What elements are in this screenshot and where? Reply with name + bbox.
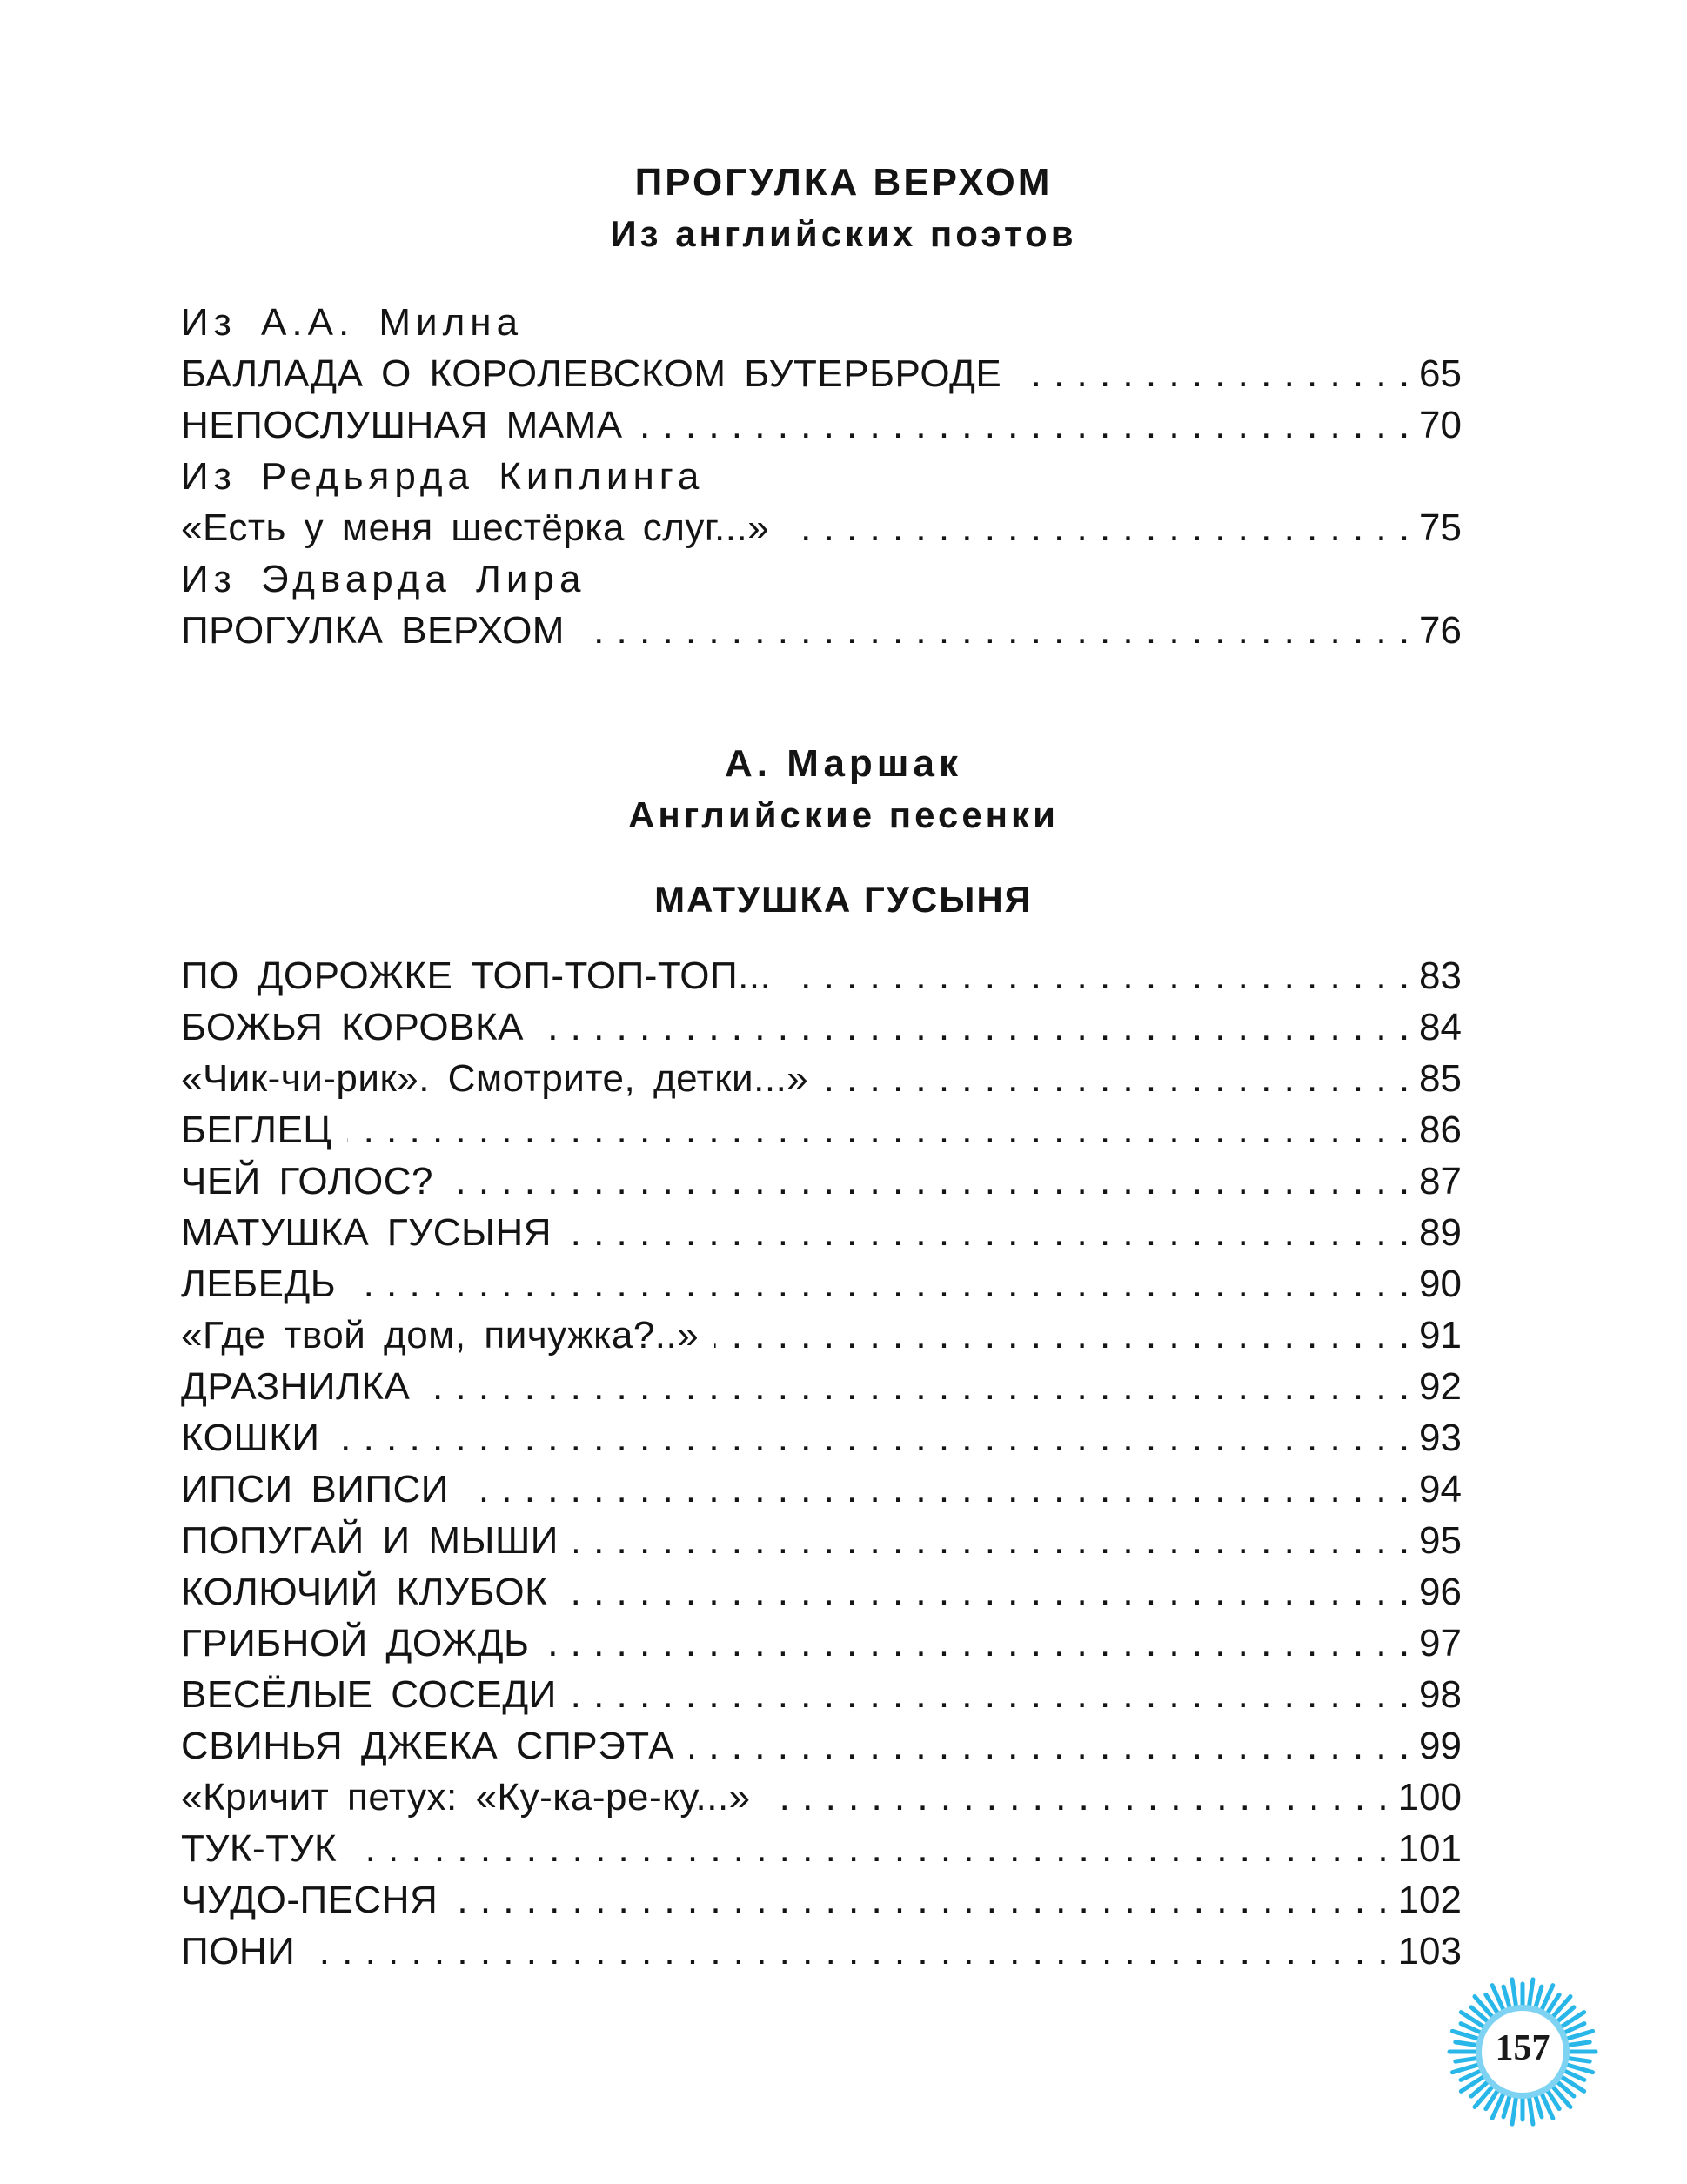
entry-page: 90 xyxy=(1419,1263,1462,1305)
entry-page: 87 xyxy=(1419,1160,1462,1203)
dot-leader xyxy=(347,1105,1410,1156)
entry-title: БАЛЛАДА О КОРОЛЕВСКОМ БУТЕРБРОДЕ xyxy=(181,352,1002,395)
entry-title: ЛЕБЕДЬ xyxy=(181,1263,337,1305)
entry-title: БЕГЛЕЦ xyxy=(181,1109,332,1151)
entry-page: 84 xyxy=(1419,1006,1462,1048)
dot-leader xyxy=(574,1516,1410,1566)
toc-entry[interactable] xyxy=(181,1310,1462,1361)
entry-page: 76 xyxy=(1419,609,1462,652)
entry-page: 97 xyxy=(1419,1622,1462,1665)
entry-page: 96 xyxy=(1419,1571,1462,1613)
entry-title: ПРОГУЛКА ВЕРХОМ xyxy=(181,609,565,652)
badge-ray xyxy=(1536,1986,1542,2008)
dot-leader xyxy=(563,1567,1410,1618)
toc-entry[interactable] xyxy=(181,400,1462,451)
entry-title: ПОПУГАЙ И МЫШИ xyxy=(181,1519,559,1562)
dot-leader xyxy=(787,951,1410,1002)
entry-page: 89 xyxy=(1419,1211,1462,1254)
toc-entry[interactable] xyxy=(181,1670,1462,1720)
entry-page: 94 xyxy=(1419,1468,1462,1511)
toc-entry[interactable] xyxy=(181,1259,1462,1310)
badge-ray xyxy=(1503,2095,1510,2117)
entry-title: МАТУШКА ГУСЫНЯ xyxy=(181,1211,552,1254)
dot-leader xyxy=(785,503,1410,553)
entry-title: КОЛЮЧИЙ КЛУБОК xyxy=(181,1571,548,1613)
author-name: Из А.А. Милна xyxy=(181,301,524,344)
toc-entry[interactable] xyxy=(181,1105,1462,1156)
toc-entry[interactable] xyxy=(181,1002,1462,1053)
dot-leader xyxy=(453,1875,1389,1926)
entry-title: ГРИБНОЙ ДОЖДЬ xyxy=(181,1622,530,1665)
dot-leader xyxy=(311,1926,1389,1977)
badge-ray xyxy=(1512,2096,1516,2124)
entry-page: 95 xyxy=(1419,1519,1462,1562)
entry-title: «Кричит петух: «Ку-ка-ре-ку...» xyxy=(181,1776,751,1819)
dot-leader xyxy=(1017,349,1410,399)
toc-author-line xyxy=(181,452,1462,502)
entry-title: ДРАЗНИЛКА xyxy=(181,1365,411,1408)
entry-title: ВЕСЁЛЫЕ СОСЕДИ xyxy=(181,1673,557,1716)
dot-leader xyxy=(580,606,1410,656)
section-subtitle: Английские песенки xyxy=(628,794,1059,835)
entry-page: 103 xyxy=(1397,1930,1462,1973)
badge-ray xyxy=(1529,1980,1533,2007)
entry-page: 85 xyxy=(1419,1057,1462,1100)
dot-leader xyxy=(545,1618,1410,1669)
entry-title: ЧУДО-ПЕСНЯ xyxy=(181,1879,438,1921)
toc-author-line xyxy=(181,554,1462,605)
entry-page: 65 xyxy=(1419,352,1462,395)
toc-entry[interactable] xyxy=(181,1567,1462,1618)
dot-leader xyxy=(539,1002,1410,1053)
entry-title: НЕПОСЛУШНАЯ МАМА xyxy=(181,404,623,446)
toc-entry[interactable] xyxy=(181,1054,1462,1104)
dot-leader xyxy=(449,1156,1410,1207)
badge-ray xyxy=(1529,2096,1533,2124)
entry-title: ПО ДОРОЖКЕ ТОП-ТОП-ТОП... xyxy=(181,955,772,997)
subsection-title: МАТУШКА ГУСЫНЯ xyxy=(654,879,1033,920)
author-name: Из Редьярда Киплинга xyxy=(181,455,705,498)
entry-page: 91 xyxy=(1419,1314,1462,1357)
toc-entry[interactable] xyxy=(181,1772,1462,1823)
entry-page: 101 xyxy=(1397,1827,1462,1870)
dot-leader xyxy=(639,400,1410,451)
entry-page: 93 xyxy=(1419,1417,1462,1459)
entry-title: СВИНЬЯ ДЖЕКА СПРЭТА xyxy=(181,1725,675,1767)
entry-title: «Чик-чи-рик». Смотрите, детки...» xyxy=(181,1057,809,1100)
toc-entry[interactable] xyxy=(181,503,1462,553)
entry-page: 102 xyxy=(1397,1879,1462,1921)
toc-entry[interactable] xyxy=(181,1464,1462,1515)
toc-entry[interactable] xyxy=(181,1362,1462,1412)
toc-entry[interactable] xyxy=(181,349,1462,399)
dot-leader xyxy=(352,1824,1389,1874)
dot-leader xyxy=(335,1413,1410,1464)
toc-entry[interactable] xyxy=(181,1156,1462,1207)
toc-author-line xyxy=(181,298,1462,348)
entry-page: 92 xyxy=(1419,1365,1462,1408)
page-number: 157 xyxy=(1495,2028,1550,2068)
entry-page: 99 xyxy=(1419,1725,1462,1767)
entry-page: 98 xyxy=(1419,1673,1462,1716)
toc-entry[interactable] xyxy=(181,1413,1462,1464)
entry-title: ЧЕЙ ГОЛОС? xyxy=(181,1160,433,1203)
toc-entry[interactable] xyxy=(181,1721,1462,1772)
toc-entry[interactable] xyxy=(181,606,1462,656)
toc-entry[interactable] xyxy=(181,1875,1462,1926)
toc-entry[interactable] xyxy=(181,1516,1462,1566)
entry-page: 70 xyxy=(1419,404,1462,446)
dot-leader xyxy=(767,1772,1389,1823)
toc-entry[interactable] xyxy=(181,951,1462,1002)
entry-page: 75 xyxy=(1419,506,1462,549)
dot-leader xyxy=(567,1208,1410,1258)
entry-title: «Где твой дом, пичужка?..» xyxy=(181,1314,700,1357)
author-heading: А. Маршак xyxy=(725,742,962,785)
entry-page: 100 xyxy=(1397,1776,1462,1819)
section-title: ПРОГУЛКА ВЕРХОМ xyxy=(634,161,1053,204)
badge-ray xyxy=(1503,1986,1510,2008)
section-subtitle: Из английских поэтов xyxy=(610,213,1077,254)
dot-leader xyxy=(351,1259,1410,1310)
entry-title: ПОНИ xyxy=(181,1930,296,1973)
toc-entry[interactable] xyxy=(181,1926,1462,1977)
entry-title: БОЖЬЯ КОРОВКА xyxy=(181,1006,524,1048)
dot-leader xyxy=(465,1464,1410,1515)
badge-ray xyxy=(1512,1980,1516,2007)
dot-leader xyxy=(714,1310,1410,1361)
entry-title: «Есть у меня шестёрка слуг...» xyxy=(181,506,770,549)
entry-page: 86 xyxy=(1419,1109,1462,1151)
toc-entry[interactable] xyxy=(181,1824,1462,1874)
badge-ray xyxy=(1536,2095,1542,2117)
entry-title: ТУК-ТУК xyxy=(181,1827,338,1870)
entry-title: КОШКИ xyxy=(181,1417,320,1459)
dot-leader xyxy=(824,1054,1410,1104)
toc-entry[interactable] xyxy=(181,1618,1462,1669)
toc-entry[interactable] xyxy=(181,1208,1462,1258)
dot-leader xyxy=(690,1721,1410,1772)
entry-title: ИПСИ ВИПСИ xyxy=(181,1468,449,1511)
author-name: Из Эдварда Лира xyxy=(181,558,586,600)
dot-leader xyxy=(425,1362,1410,1412)
entry-page: 83 xyxy=(1419,955,1462,997)
dot-leader xyxy=(572,1670,1410,1720)
